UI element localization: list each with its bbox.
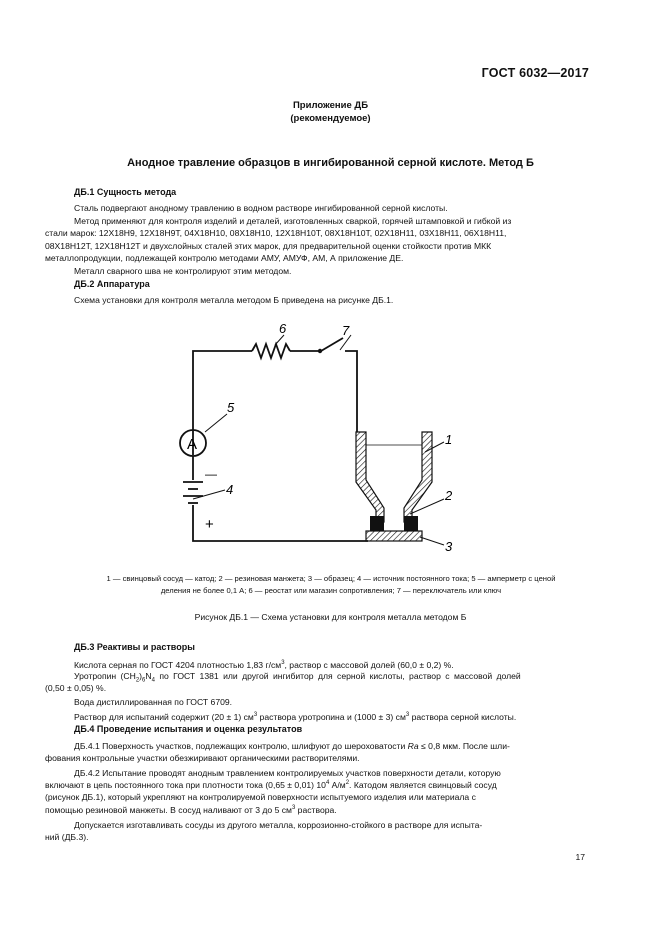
page-number: 17 [575,852,585,862]
paragraph-line: ДБ.4.1 Поверхность участков, подлежащих контролю, шлифуют до шероховатости Ra ≤ 0,8 мкм. После шли- [74,741,510,751]
leader-6 [275,335,284,345]
wire-right [345,351,357,432]
legend-line: 1 — свинцовый сосуд — катод; 2 — резиновая манжета; 3 — образец; 4 — источник постоянного тока; 5 — амперметр с ценой [106,574,556,583]
paragraph: Сталь подвергают анодному травлению в водном растворе ингибированной серной кислоты. [74,203,448,213]
figure-title: Рисунок ДБ.1 — Схема установки для контроля металла методом Б [194,612,467,622]
switch-contact [318,349,322,353]
paragraph-line: (рисунок ДБ.1), который укрепляют на контролируемой поверхности испытуемого изделия или материала с [45,792,476,802]
rubber-cuff [370,516,418,531]
paragraph: Кислота серная по ГОСТ 4204 плотностью 1,83 $г/см^3$, раствор с массовой долей (60,0 ± 0,2) %. [74,659,454,670]
standard-number: ГОСТ 6032—2017 [481,66,589,80]
wire-left-top [193,351,252,455]
ammeter-label: A [187,436,198,453]
paragraph: Вода дистиллированная по ГОСТ 6709. [74,697,233,707]
paragraph: Схема установки для контроля металла методом Б приведена на рисунке ДБ.1. [74,295,394,305]
paragraph-line: (0,50 ± 0,05) %. [45,683,107,693]
paragraph-line: 08Х18Н12Т, 12Х18Н12Т и двухслойных сталей этих марок, для предварительной оценки стойкости против МКК [45,240,492,251]
leader-4 [193,490,225,499]
specimen [366,531,422,541]
lead-vessel [356,432,432,522]
paragraph-line: ДБ.4.2 Испытание проводят анодным травлением контролируемых участков поверхности детали, которую [74,768,501,778]
section-db2-heading: ДБ.2 Аппаратура [74,279,150,289]
legend-line: деления не более 0,1 А; 6 — реостат или магазин сопротивления; 7 — переключатель или ключ [160,586,502,595]
switch-blade [321,338,343,351]
appendix-label: Приложение ДБ [292,100,369,111]
label-5: 5 [227,400,235,415]
section-db3-heading: ДБ.3 Реактивы и растворы [74,642,195,652]
paragraph-line: металлопродукции, подлежащей контролю методами АМУ, АМУФ, АМ, А приложение ДЕ. [45,253,404,263]
label-4: 4 [226,482,234,497]
label-2: 2 [445,488,453,503]
appendix-status: (рекомендуемое) [290,113,371,124]
appendix-title: Анодное травление образцов в ингибированной серной кислоте. Метод Б [127,157,534,169]
section-db4-heading: ДБ.4 Проведение испытания и оценка результатов [74,724,303,734]
paragraph-line: фования контрольные участки обезжиривают органическими растворителями. [45,752,360,763]
paragraph: Раствор для испытаний содержит (20 ± 1) $см^3$ раствора уротропина и (1000 ± 3) $см^3$ раствора серной кислоты. [74,711,517,722]
paragraph-line: Метод применяют для контроля изделий и деталей, изготовленных сваркой, горячей штамповкой и гибкой из [74,215,512,226]
paragraph-line: включают в цепь постоянного тока при плотности тока (0,65 ± 0,01) $10^4$ $А/м^2$. Катодом является свинцовый сосуд [45,779,497,790]
label-7: 7 [342,323,350,338]
plus-sign: + [205,516,214,533]
paragraph-line: помощью резиновой манжеты. В сосуд наливают от 3 до 5 $см^3$ раствора. [45,804,337,815]
label-1: 1 [445,432,453,447]
leader-5 [205,414,227,432]
minus-sign: — [205,467,217,481]
figure-legend [40,573,622,597]
paragraph-line: Допускается изготавливать сосуды из другого металла, коррозионно-стойкого в растворе для испыта- [74,820,483,830]
label-3: 3 [445,539,453,554]
paragraph-line: Уротропин $(CH_2)_6N_4$ по ГОСТ 1381 или другой ингибитор для серной кислоты, раствор с массовой долей [74,671,521,684]
rheostat-zigzag [252,344,290,358]
leader-3 [420,537,444,545]
label-6: 6 [279,321,287,336]
section-db1-heading: ДБ.1 Сущность метода [74,187,177,197]
paragraph-line: стали марок: 12Х18Н9, 12Х18Н9Т, 04Х18Н10, 08Х18Н10, 12Х18Н10Т, 08Х18Н10Т, 02Х18Н11, 03Х18Н11, 06Х18Н11, [45,228,507,238]
wire-bottom [193,505,368,541]
paragraph: Металл сварного шва не контролируют этим методом. [74,265,292,276]
paragraph-line: ний (ДБ.3). [45,831,89,842]
